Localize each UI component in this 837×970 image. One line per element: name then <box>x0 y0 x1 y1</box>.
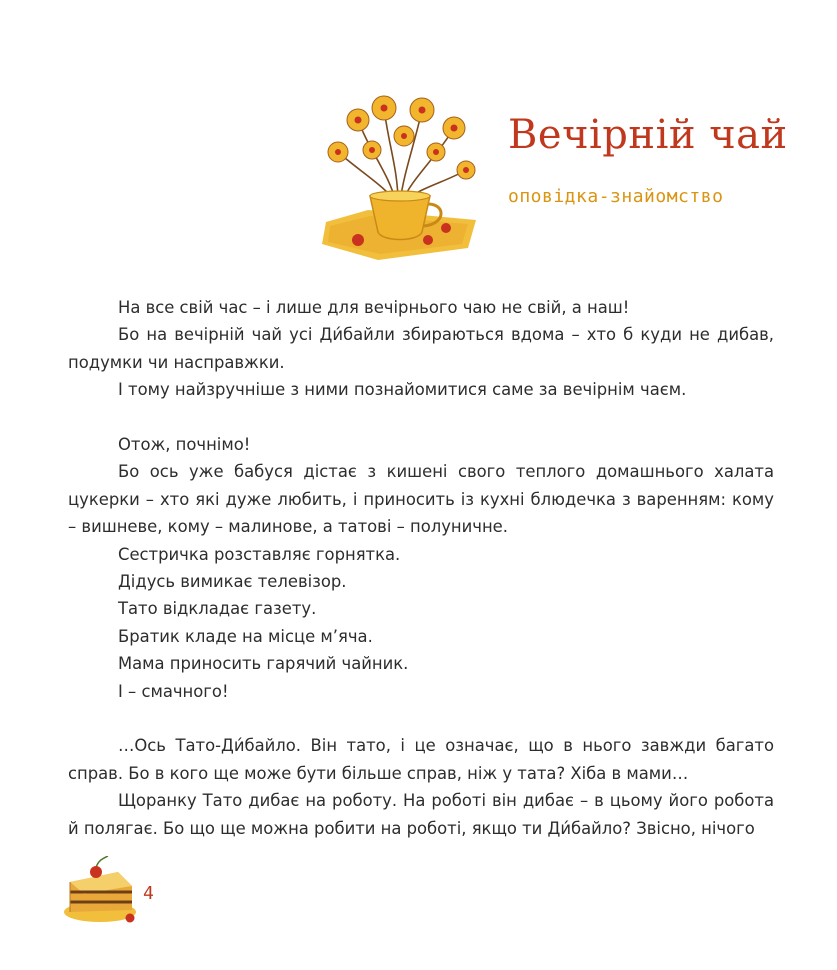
paragraph: І тому найзручніше з ними познайомитися саме за вечірнім чаєм. <box>118 380 687 400</box>
page-number: 4 <box>143 883 154 904</box>
paragraph: На все свій час – і лише для вечірнього чаю не свій, а наш! <box>118 298 630 317</box>
paragraph: Братик кладе на місце м’яча. <box>118 626 373 646</box>
paragraph: Бо на вечірній чай усі Ди́байли збираються вдома – хто б куди не дибав, подумки чи насправжки. <box>68 325 774 372</box>
chapter-subtitle: оповідка-знайомство <box>508 186 724 207</box>
paragraph: Сестричка розставляє горнятка. <box>118 544 401 564</box>
story-text <box>68 294 774 842</box>
paragraph: …Ось Тато-Ди́байло. Він тато, і це означає, що в нього завжди багато справ. Бо в кого ще може бути більше справ, ніж у тата? Хіба в мами… <box>68 736 774 783</box>
paragraph: І – смачного! <box>118 681 229 701</box>
paragraph: Бо ось уже бабуся дістає з кишені свого теплого домашнього халата цукерки – хто які дуже любить, і приносить із кухні блюдечка з варенням: кому – вишневе, кому – малинове, а татові – полуничне. <box>68 462 774 537</box>
cake-slice-icon <box>60 856 142 926</box>
tea-cup-flowers-icon <box>318 92 478 260</box>
paragraph: Мама приносить гарячий чайник. <box>118 654 409 674</box>
paragraph: Отож, почнімо! <box>118 435 251 455</box>
paragraph: Щоранку Тато дибає на роботу. На роботі він дибає – в цьому його робота й полягає. Бо що ще можна робити на роботі, якщо ти Ди́байло? Звісно, нічого <box>68 791 774 838</box>
paragraph: Дідусь вимикає телевізор. <box>118 572 347 592</box>
paragraph: Тато відкладає газету. <box>118 599 317 619</box>
chapter-title: Вечірній чай <box>508 112 788 158</box>
